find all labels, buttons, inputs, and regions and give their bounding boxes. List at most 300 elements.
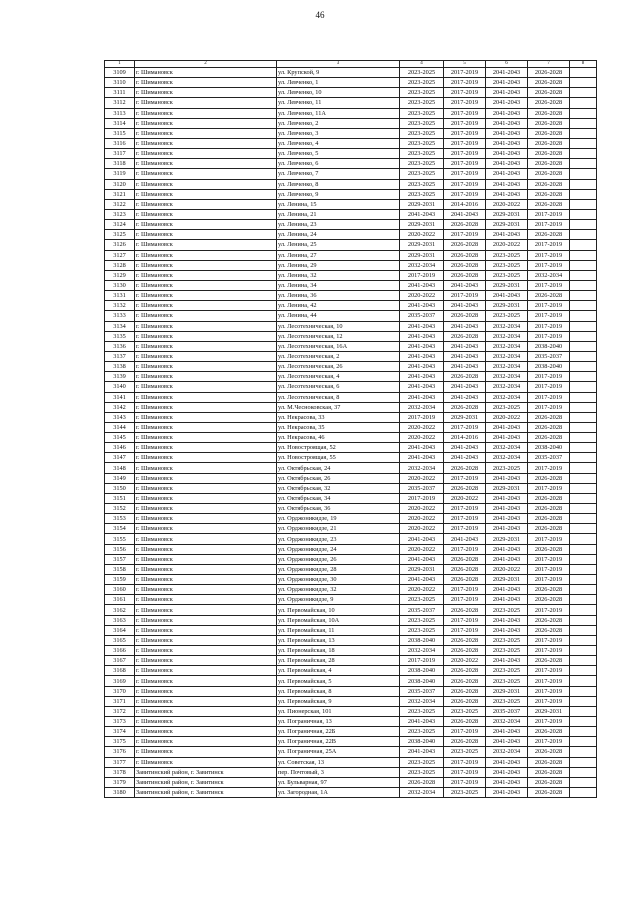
period-col-7: 2038-2040 [528,362,570,372]
note [570,646,597,656]
table-row [105,240,597,250]
period-col-7: 2026-2028 [528,757,570,767]
row-number: 3111 [105,88,135,98]
table-row [105,280,597,290]
address: ул. Лесотехническая, 4 [277,372,400,382]
period-col-4: 2041-2043 [400,280,444,290]
settlement: г. Шимановск [135,392,277,402]
period-col-7: 2017-2019 [528,554,570,564]
period-col-7: 2038-2040 [528,341,570,351]
period-col-6: 2041-2043 [486,504,528,514]
period-col-5: 2026-2028 [444,260,486,270]
note [570,534,597,544]
row-number: 3147 [105,453,135,463]
period-col-4: 2041-2043 [400,392,444,402]
settlement: г. Шимановск [135,270,277,280]
note [570,169,597,179]
address: ул. Пограничная, 22Б [277,727,400,737]
address: ул. Лесотехническая, 10 [277,321,400,331]
settlement: Завитинский район, г. Завитинск [135,787,277,797]
period-col-7: 2026-2028 [528,78,570,88]
table-row [105,635,597,645]
address: ул. Орджоникидзе, 32 [277,585,400,595]
period-col-5: 2026-2028 [444,686,486,696]
period-col-6: 2023-2025 [486,666,528,676]
table-row [105,727,597,737]
row-number: 3142 [105,402,135,412]
note [570,473,597,483]
period-col-5: 2026-2028 [444,605,486,615]
table-row [105,605,597,615]
note [570,524,597,534]
row-number: 3117 [105,149,135,159]
settlement: г. Шимановск [135,138,277,148]
period-col-7: 2017-2019 [528,260,570,270]
period-col-5: 2017-2019 [444,473,486,483]
address: ул. Ленина, 29 [277,260,400,270]
row-number: 3121 [105,189,135,199]
period-col-7: 2017-2019 [528,301,570,311]
settlement: г. Шимановск [135,362,277,372]
period-col-7: 2026-2028 [528,98,570,108]
period-col-5: 2017-2019 [444,504,486,514]
period-col-4: 2041-2043 [400,554,444,564]
row-number: 3178 [105,767,135,777]
address: ул. Левченко, 9 [277,189,400,199]
period-col-7: 2026-2028 [528,128,570,138]
table-row [105,321,597,331]
period-col-5: 2014-2016 [444,199,486,209]
row-number: 3171 [105,696,135,706]
address: ул. Пограничная, 25А [277,747,400,757]
period-col-4: 2041-2043 [400,331,444,341]
row-number: 3114 [105,118,135,128]
table-row [105,767,597,777]
period-col-4: 2017-2019 [400,493,444,503]
period-col-6: 2041-2043 [486,493,528,503]
note [570,68,597,78]
settlement: г. Шимановск [135,412,277,422]
period-col-7: 2026-2028 [528,118,570,128]
period-col-7: 2026-2028 [528,544,570,554]
period-col-5: 2017-2019 [444,514,486,524]
period-col-7: 2017-2019 [528,564,570,574]
period-col-7: 2026-2028 [528,777,570,787]
period-col-4: 2032-2034 [400,646,444,656]
row-number: 3137 [105,351,135,361]
period-col-4: 2023-2025 [400,98,444,108]
period-col-5: 2026-2028 [444,575,486,585]
period-col-6: 2041-2043 [486,159,528,169]
row-number: 3120 [105,179,135,189]
period-col-6: 2041-2043 [486,777,528,787]
table-row [105,787,597,797]
period-col-7: 2017-2019 [528,240,570,250]
settlement: г. Шимановск [135,534,277,544]
note [570,301,597,311]
row-number: 3169 [105,676,135,686]
note [570,118,597,128]
address: ул. Ленина, 36 [277,291,400,301]
period-col-7: 2017-2019 [528,575,570,585]
row-number: 3133 [105,311,135,321]
period-col-5: 2026-2028 [444,372,486,382]
period-col-7: 2026-2028 [528,433,570,443]
row-number: 3163 [105,615,135,625]
period-col-6: 2029-2031 [486,686,528,696]
row-number: 3156 [105,544,135,554]
table-row [105,351,597,361]
period-col-6: 2029-2031 [486,575,528,585]
table-row [105,493,597,503]
address: ул. Новостроящая, 55 [277,453,400,463]
settlement: г. Шимановск [135,78,277,88]
row-number: 3157 [105,554,135,564]
row-number: 3177 [105,757,135,767]
period-col-6: 2041-2043 [486,524,528,534]
address: ул. Ленина, 21 [277,209,400,219]
period-col-7: 2026-2028 [528,291,570,301]
period-col-4: 2023-2025 [400,189,444,199]
settlement: г. Шимановск [135,706,277,716]
period-col-4: 2035-2037 [400,605,444,615]
note [570,453,597,463]
period-col-5: 2026-2028 [444,635,486,645]
address: ул. Ленина, 34 [277,280,400,290]
note [570,362,597,372]
table-row [105,250,597,260]
address: ул. Орджоникидзе, 28 [277,564,400,574]
row-number: 3110 [105,78,135,88]
table-row [105,686,597,696]
address: ул. Левченко, 3 [277,128,400,138]
note [570,280,597,290]
row-number: 3145 [105,433,135,443]
period-col-6: 2023-2025 [486,696,528,706]
address: ул. Первомайская, 13 [277,635,400,645]
period-col-7: 2026-2028 [528,493,570,503]
period-col-4: 2038-2040 [400,666,444,676]
period-col-6: 2032-2034 [486,362,528,372]
period-col-7: 2026-2028 [528,473,570,483]
period-col-7: 2017-2019 [528,534,570,544]
period-col-6: 2032-2034 [486,331,528,341]
period-col-5: 2017-2019 [444,595,486,605]
settlement: г. Шимановск [135,453,277,463]
period-col-6: 2041-2043 [486,625,528,635]
period-col-6: 2041-2043 [486,88,528,98]
period-col-4: 2041-2043 [400,372,444,382]
period-col-7: 2017-2019 [528,483,570,493]
period-col-6: 2020-2022 [486,564,528,574]
period-col-5: 2026-2028 [444,676,486,686]
row-number: 3172 [105,706,135,716]
note [570,189,597,199]
period-col-5: 2017-2019 [444,88,486,98]
settlement: г. Шимановск [135,575,277,585]
table-row [105,575,597,585]
note [570,463,597,473]
period-col-6: 2041-2043 [486,727,528,737]
table-row [105,676,597,686]
period-col-5: 2023-2025 [444,706,486,716]
row-number: 3158 [105,564,135,574]
settlement: г. Шимановск [135,280,277,290]
period-col-5: 2023-2025 [444,747,486,757]
period-col-6: 2032-2034 [486,382,528,392]
period-col-6: 2041-2043 [486,68,528,78]
period-col-5: 2020-2022 [444,493,486,503]
address: ул. Орджоникидзе, 24 [277,544,400,554]
settlement: г. Шимановск [135,646,277,656]
period-col-7: 2026-2028 [528,727,570,737]
period-col-5: 2017-2019 [444,767,486,777]
note [570,240,597,250]
period-col-7: 2017-2019 [528,696,570,706]
note [570,220,597,230]
table-row [105,149,597,159]
row-number: 3125 [105,230,135,240]
settlement: г. Шимановск [135,544,277,554]
address: ул. Лесотехническая, 12 [277,331,400,341]
table-row [105,98,597,108]
period-col-4: 2041-2043 [400,351,444,361]
table-row [105,696,597,706]
period-col-4: 2035-2037 [400,483,444,493]
row-number: 3143 [105,412,135,422]
settlement: г. Шимановск [135,321,277,331]
period-col-5: 2023-2025 [444,787,486,797]
settlement: г. Шимановск [135,585,277,595]
table-row [105,615,597,625]
settlement: г. Шимановск [135,686,277,696]
period-col-4: 2041-2043 [400,575,444,585]
address: ул. Первомайская, 28 [277,656,400,666]
table-row [105,189,597,199]
address: ул. Левченко, 7 [277,169,400,179]
period-col-6: 2041-2043 [486,78,528,88]
period-col-4: 2020-2022 [400,433,444,443]
address: ул. Некрасова, 35 [277,422,400,432]
note [570,625,597,635]
row-number: 3116 [105,138,135,148]
address: ул. Лесотехническая, 8 [277,392,400,402]
period-col-5: 2026-2028 [444,646,486,656]
period-col-6: 2032-2034 [486,321,528,331]
table-row [105,179,597,189]
row-number: 3165 [105,635,135,645]
period-col-5: 2041-2043 [444,321,486,331]
period-col-7: 2035-2037 [528,453,570,463]
note [570,331,597,341]
period-col-5: 2041-2043 [444,392,486,402]
period-col-6: 2041-2043 [486,544,528,554]
note [570,433,597,443]
table-row [105,524,597,534]
row-number: 3180 [105,787,135,797]
table-row [105,564,597,574]
period-col-7: 2017-2019 [528,646,570,656]
settlement: г. Шимановск [135,696,277,706]
period-col-7: 2026-2028 [528,189,570,199]
period-col-6: 2041-2043 [486,787,528,797]
period-col-7: 2029-2031 [528,706,570,716]
period-col-4: 2029-2031 [400,564,444,574]
table-row [105,260,597,270]
period-col-4: 2038-2040 [400,635,444,645]
period-col-5: 2041-2043 [444,362,486,372]
note [570,108,597,118]
address: ул. Советская, 13 [277,757,400,767]
note [570,128,597,138]
address: ул. Октябрьская, 36 [277,504,400,514]
settlement: г. Шимановск [135,250,277,260]
period-col-5: 2017-2019 [444,98,486,108]
period-col-7: 2017-2019 [528,250,570,260]
period-col-4: 2023-2025 [400,625,444,635]
note [570,564,597,574]
note [570,595,597,605]
note [570,382,597,392]
period-col-5: 2017-2019 [444,169,486,179]
period-col-5: 2017-2019 [444,108,486,118]
table-row [105,118,597,128]
table-row [105,128,597,138]
row-number: 3173 [105,717,135,727]
address: ул. Ленина, 44 [277,311,400,321]
period-col-6: 2023-2025 [486,270,528,280]
address: ул. Октябрьская, 32 [277,483,400,493]
address: ул. Первомайская, 10 [277,605,400,615]
period-col-5: 2017-2019 [444,68,486,78]
settlement: г. Шимановск [135,595,277,605]
period-col-7: 2026-2028 [528,767,570,777]
column-number: 4 [400,61,444,68]
note [570,544,597,554]
row-number: 3141 [105,392,135,402]
address: ул. Октябрьская, 34 [277,493,400,503]
note [570,392,597,402]
period-col-4: 2020-2022 [400,230,444,240]
settlement: г. Шимановск [135,98,277,108]
period-col-4: 2038-2040 [400,737,444,747]
address: ул. Орджоникидзе, 26 [277,554,400,564]
period-col-6: 2032-2034 [486,443,528,453]
address: ул. Ленина, 32 [277,270,400,280]
period-col-7: 2017-2019 [528,392,570,402]
settlement: г. Шимановск [135,260,277,270]
period-col-5: 2026-2028 [444,270,486,280]
address: ул. Лесотехническая, 2 [277,351,400,361]
table-row [105,159,597,169]
address: ул. М.Чесноковская, 37 [277,402,400,412]
period-col-4: 2035-2037 [400,311,444,321]
address: ул. Левченко, 11 [277,98,400,108]
address: ул. Некрасова, 33 [277,412,400,422]
settlement: г. Шимановск [135,209,277,219]
address: ул. Ленина, 25 [277,240,400,250]
period-col-6: 2041-2043 [486,291,528,301]
note [570,676,597,686]
period-col-5: 2026-2028 [444,220,486,230]
settlement: г. Шимановск [135,514,277,524]
address: ул. Левченко, 2 [277,118,400,128]
period-col-4: 2023-2025 [400,68,444,78]
address: ул. Орджоникидзе, 9 [277,595,400,605]
note [570,230,597,240]
period-col-4: 2041-2043 [400,534,444,544]
period-col-4: 2032-2034 [400,402,444,412]
table-row [105,209,597,219]
note [570,260,597,270]
note [570,402,597,412]
row-number: 3138 [105,362,135,372]
settlement: г. Шимановск [135,524,277,534]
settlement: г. Шимановск [135,433,277,443]
row-number: 3154 [105,524,135,534]
table-row [105,382,597,392]
row-number: 3179 [105,777,135,787]
row-number: 3131 [105,291,135,301]
period-col-7: 2026-2028 [528,169,570,179]
settlement: г. Шимановск [135,493,277,503]
period-col-4: 2029-2031 [400,250,444,260]
period-col-4: 2041-2043 [400,321,444,331]
settlement: г. Шимановск [135,757,277,767]
note [570,686,597,696]
period-col-6: 2023-2025 [486,260,528,270]
table-row [105,88,597,98]
period-col-4: 2023-2025 [400,767,444,777]
note [570,199,597,209]
period-col-7: 2026-2028 [528,412,570,422]
note [570,605,597,615]
period-col-6: 2023-2025 [486,676,528,686]
period-col-7: 2026-2028 [528,199,570,209]
column-number: 7 [528,61,570,68]
period-col-6: 2020-2022 [486,240,528,250]
row-number: 3136 [105,341,135,351]
row-number: 3129 [105,270,135,280]
period-col-4: 2035-2037 [400,686,444,696]
period-col-4: 2032-2034 [400,463,444,473]
address: ул. Левченко, 10 [277,88,400,98]
table-row [105,504,597,514]
table-row [105,463,597,473]
address: ул. Ленина, 15 [277,199,400,209]
period-col-6: 2032-2034 [486,747,528,757]
note [570,179,597,189]
period-col-7: 2017-2019 [528,676,570,686]
period-col-7: 2026-2028 [528,585,570,595]
period-col-5: 2020-2022 [444,656,486,666]
address: ул. Крупской, 9 [277,68,400,78]
period-col-6: 2041-2043 [486,595,528,605]
table-row [105,737,597,747]
settlement: г. Шимановск [135,473,277,483]
period-col-7: 2017-2019 [528,717,570,727]
period-col-5: 2041-2043 [444,382,486,392]
row-number: 3122 [105,199,135,209]
period-col-5: 2017-2019 [444,422,486,432]
row-number: 3149 [105,473,135,483]
table-row [105,514,597,524]
settlement: г. Шимановск [135,372,277,382]
table-row [105,392,597,402]
row-number: 3170 [105,686,135,696]
period-col-7: 2017-2019 [528,331,570,341]
row-number: 3167 [105,656,135,666]
